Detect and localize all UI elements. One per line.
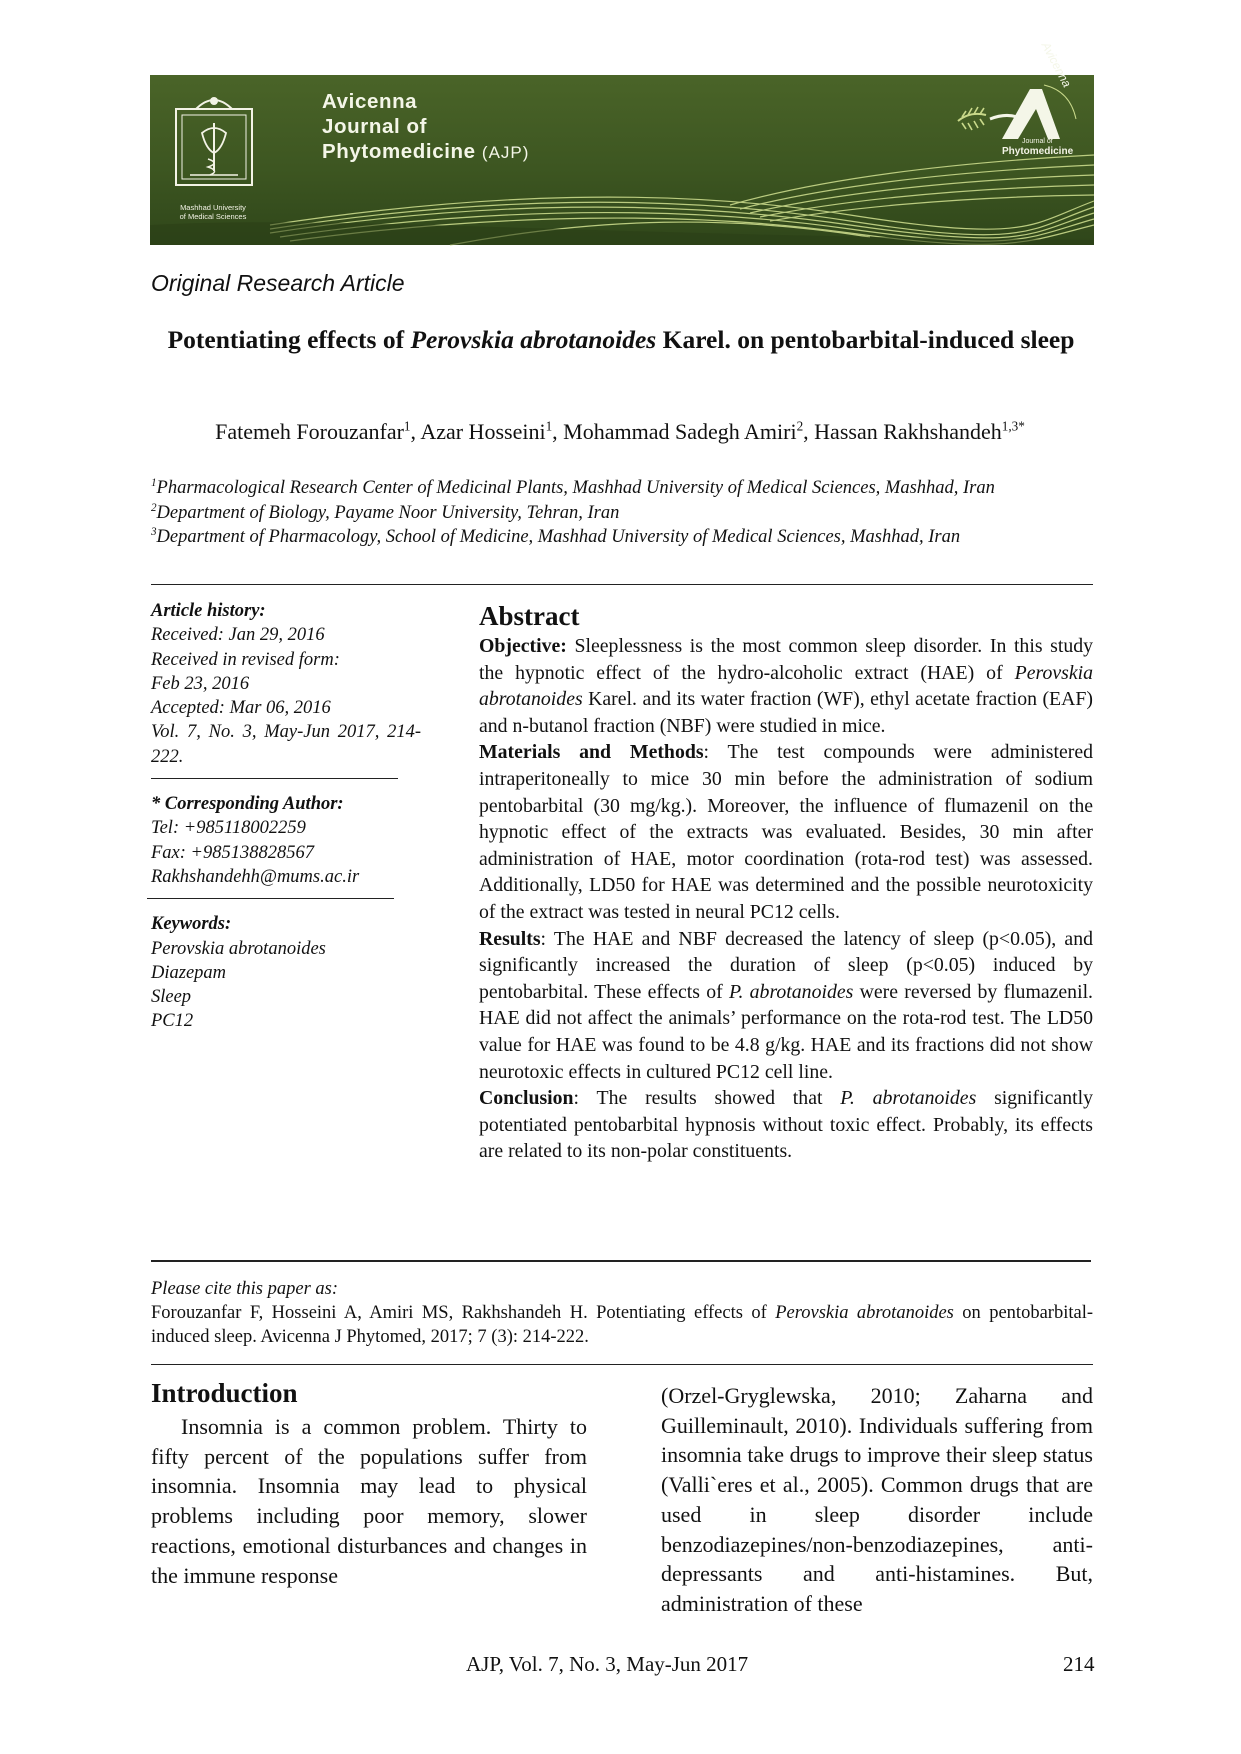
author-name: Mohammad Sadegh Amiri	[563, 419, 797, 444]
abstract-text: Karel. and its water fraction (WF), ethyl acetate fraction (EAF) and n-butanol fraction (NBF) were studied in mice.	[479, 688, 1093, 737]
citation-text	[151, 1301, 1093, 1349]
abstract-species: P. abrotanoides	[728, 980, 854, 1003]
seal-caption-line: Mashhad University	[180, 203, 246, 212]
abstract-section-label: Objective:	[479, 635, 567, 657]
citation-text-part: on pentobarbital-induced sleep. Avicenna J Phytomed, 2017; 7 (3): 214-222.	[151, 1303, 1093, 1347]
abstract-text: were reversed by flumazenil. HAE did not affect the animals’ performance on the rota-rod test. The LD50 value for HAE was found to be 4.8 g/kg. HAE and its fractions did not show neurotoxic effects in cultured PC12 cell line.	[479, 980, 1094, 1083]
corresponding-author-heading: * Corresponding Author:	[151, 794, 344, 815]
title-text: Potentiating effects of	[167, 325, 411, 354]
keyword: Diazepam	[151, 962, 227, 983]
article-history-heading: Article history:	[151, 601, 266, 621]
abstract-species: P. abrotanoides	[840, 1087, 977, 1110]
abstract-section-label: Conclusion	[479, 1087, 574, 1110]
affiliation	[151, 525, 1093, 550]
banner-title-line: Journal of	[322, 115, 428, 138]
abstract-text: : The test compounds were administered intraperitoneally to mice 30 min before the administration of sodium pentobarbital (30 mg/kg.). Moreover, the influence of flumazenil on the hypnotic effect of the extracts was evaluated. Besides, 30 min after administration of HAE, motor coordination (rota-rod test) was assessed. Additionally, LD50 for HAE was determined and the possible neurotoxicity of the extract was tested in neural PC12 cells.	[479, 741, 1093, 923]
avicenna-logo-icon	[930, 81, 1080, 181]
author-fax: Fax: +985138828567	[151, 842, 315, 863]
affiliation	[151, 476, 1093, 501]
affiliation-text: Department of Pharmacology, School of Medicine, Mashhad University of Medical Sciences, Mashhad, Iran	[156, 527, 961, 547]
affiliation-mark: 1	[151, 476, 157, 489]
author-affiliation-mark: 1,3*	[1001, 418, 1025, 434]
abstract-conclusion	[479, 1085, 1093, 1165]
keywords	[151, 912, 421, 1033]
author-phone: Tel: +985118002259	[151, 818, 306, 839]
seal-caption	[160, 203, 266, 221]
keyword: Sleep	[151, 987, 192, 1008]
abstract-text: Sleeplessness is the most common sleep disorder. In this study the hypnotic effect of the hydro-alcoholic extract (HAE) of	[479, 635, 1093, 684]
introduction-text: Insomnia is a common problem. Thirty to fifty percent of the populations suffer from insomnia. Insomnia may lead to physical problems including poor memory, slower reactions, emotional disturbances and changes in the immune response	[151, 1414, 587, 1588]
header-divider	[151, 584, 1093, 585]
article-title	[151, 323, 1091, 356]
revised-date: Feb 23, 2016	[151, 673, 250, 694]
author-affiliation-mark: 1	[403, 418, 411, 434]
abstract-methods	[479, 739, 1093, 925]
abstract-text: : The results showed that	[573, 1087, 841, 1110]
seal-caption-line: of Medical Sciences	[179, 212, 247, 221]
article-info-sidebar	[151, 599, 421, 1034]
introduction-text: (Orzel-Gryglewska, 2010; Zaharna and Guilleminault, 2010). Individuals suffering from insomnia take drugs to improve their sleep status (Valli`eres et al., 2005). Common drugs that are used in sleep disorder include benzodiazepines/non-benzodiazepines, anti-depressants and anti-histamines. But, administration of these	[661, 1383, 1093, 1616]
received-date: Received: Jan 29, 2016	[151, 625, 325, 646]
author-affiliation-mark: 2	[796, 418, 804, 434]
article-type: Original Research Article	[151, 270, 405, 296]
accepted-date: Accepted: Mar 06, 2016	[151, 698, 331, 719]
article-history	[151, 599, 421, 769]
abstract-text: significantly potentiated pentobarbital hypnosis without toxic effect. Probably, its effects are related to its non-polar constituents.	[479, 1087, 1093, 1163]
abstract-section-label: Results	[479, 927, 541, 950]
affiliation-text: Pharmacological Research Center of Medicinal Plants, Mashhad University of Medical Sciences, Mashhad, Iran	[156, 478, 995, 498]
affiliation-list	[151, 476, 1093, 550]
abstract-results	[479, 926, 1093, 1086]
author-affiliation-mark: 1	[545, 418, 553, 434]
abstract-text: : The HAE and NBF decreased the latency of sleep (p<0.05), and significantly increased the duration of sleep (p<0.05) induced by pentobarbital. These effects of	[479, 927, 1093, 1003]
brand-arc-text: Avicenna	[1038, 39, 1074, 90]
affiliation-mark: 3	[151, 525, 157, 538]
banner-title-line: Avicenna	[322, 90, 418, 113]
journal-banner	[150, 39, 1094, 245]
keywords-heading: Keywords:	[151, 914, 232, 935]
title-species: Perovskia abrotanoides	[410, 325, 657, 354]
title-text: Karel. on pentobarbital-induced sleep	[656, 325, 1075, 354]
brand-caption-small: Journal of	[1022, 138, 1053, 145]
citation-species: Perovskia abrotanoides	[775, 1303, 954, 1323]
corresponding-author	[151, 792, 421, 889]
introduction-heading: Introduction	[151, 1378, 298, 1408]
abstract-section-label: Materials and Methods	[479, 741, 704, 764]
affiliation-mark: 2	[151, 501, 157, 514]
citation-text-part: Forouzanfar F, Hosseini A, Amiri MS, Rakhshandeh H. Potentiating effects of	[151, 1303, 776, 1323]
affiliation	[151, 501, 1093, 526]
citation-divider	[151, 1364, 1093, 1365]
footer-journal: AJP, Vol. 7, No. 3, May-Jun 2017	[466, 1652, 749, 1676]
citation-label: Please cite this paper as:	[151, 1279, 339, 1299]
abstract-objective	[479, 633, 1093, 739]
page-number: 214	[1063, 1652, 1095, 1676]
author-list: Fatemeh Forouzanfar$^1$, Azar Hosseini$^1$, Mohammad Sadegh Amiri$^2$, Hassan Rakhshandeh$^{1,3*}$	[215, 418, 1025, 444]
introduction-column-left	[151, 1412, 587, 1590]
introduction-column-right	[661, 1381, 1093, 1619]
brand-caption	[930, 137, 1080, 158]
banner-title-line: Phytomedicine	[322, 140, 476, 163]
citation-block	[151, 1277, 1093, 1349]
author-name: Azar Hosseini	[420, 419, 546, 444]
abstract-divider	[151, 1260, 1091, 1262]
keyword: Perovskia abrotanoides	[151, 938, 326, 959]
revised-label: Received in revised form:	[151, 649, 340, 670]
affiliation-text: Department of Biology, Payame Noor University, Tehran, Iran	[156, 502, 620, 523]
volume-info: Vol. 7, No. 3, May-Jun 2017, 214-222.	[151, 722, 421, 767]
keyword: PC12	[151, 1011, 194, 1032]
author-name: Hassan Rakhshandeh	[814, 419, 1002, 444]
brand-caption-big: Phytomedicine	[1002, 146, 1074, 157]
author-name: Fatemeh Forouzanfar	[215, 419, 404, 444]
abstract	[479, 600, 1093, 1165]
abstract-species: Perovskia abrotanoides	[479, 661, 1093, 711]
author-email: Rakhshandehh@mums.ac.ir	[151, 866, 360, 887]
banner-title-abbr: (AJP)	[481, 143, 530, 162]
abstract-heading: Abstract	[479, 601, 580, 631]
banner-journal-title	[322, 89, 529, 165]
university-seal-icon	[170, 89, 258, 199]
